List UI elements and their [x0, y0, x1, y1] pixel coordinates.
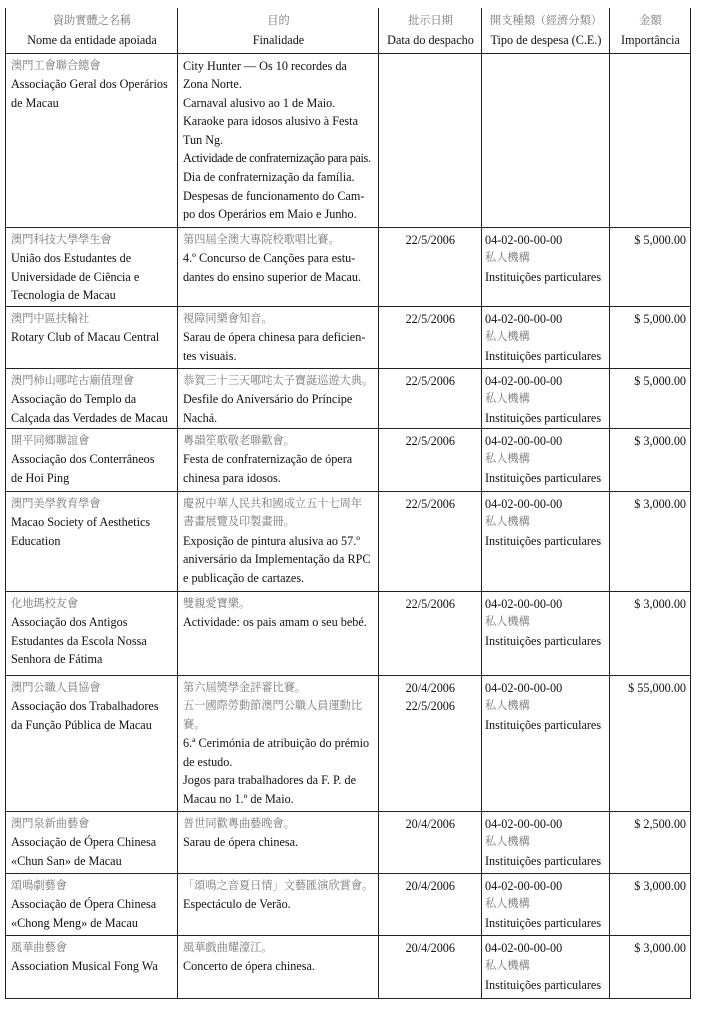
cell-amount [610, 935, 691, 998]
entity-line: Estudantes da Escola Nossa [11, 633, 147, 648]
type-line: 04-02-00-00-00 [485, 496, 563, 511]
type-line: 私人機構 [485, 959, 530, 973]
type-line: 04-02-00-00-00 [485, 816, 563, 831]
purpose-line: 五一國際勞動節澳門公職人員運動比 [183, 699, 363, 713]
purpose-line: 賽。 [183, 717, 206, 731]
cell-entity [6, 227, 178, 306]
column-header-type [482, 8, 610, 53]
purpose-line: Macau no 1.º de Maio. [183, 792, 294, 807]
date-line: 22/5/2006 [405, 373, 455, 388]
cell-entity [6, 873, 178, 935]
type-line: 私人機構 [485, 897, 530, 911]
entity-line: 頌鳴劇藝會 [11, 878, 67, 892]
cell-entity [6, 675, 178, 811]
cell-type [482, 368, 610, 428]
cell-date [379, 675, 482, 811]
entity-line: Associação dos Trabalhadores [11, 699, 159, 714]
date-line: 22/5/2006 [405, 311, 455, 326]
entity-line: Senhora de Fátima [11, 652, 103, 667]
entity-line: «Chong Meng» de Macau [11, 915, 138, 930]
table-row [6, 935, 691, 998]
cell-type [482, 306, 610, 368]
type-line: Instituições particulares [485, 915, 602, 930]
table-row [6, 368, 691, 428]
header-row [6, 8, 691, 53]
cell-type [482, 491, 610, 591]
type-line: 私人機構 [485, 515, 530, 529]
entity-line: 澳門公職人員協會 [11, 680, 101, 694]
entity-line: União dos Estudantes de [11, 251, 132, 266]
entity-line: Associação dos Antigos [11, 615, 128, 630]
column-header-entity [6, 8, 178, 53]
header-pt: Nome da entidade apoiada [27, 32, 157, 47]
type-line: Instituições particulares [485, 470, 602, 485]
table-row [6, 675, 691, 811]
amount-line: $ 3,000.00 [634, 433, 686, 448]
purpose-line: Actividade: os pais amam o seu bebé. [183, 615, 367, 630]
purpose-line: 書畫展覽及印製畫冊。 [183, 515, 295, 529]
entity-line: 澳門科技大學學生會 [11, 232, 112, 246]
cell-date [379, 53, 482, 227]
type-line: 04-02-00-00-00 [485, 878, 563, 893]
cell-amount [610, 368, 691, 428]
cell-amount [610, 306, 691, 368]
cell-purpose [178, 591, 379, 675]
purpose-line: 風華戲曲耀濠江。 [183, 940, 273, 954]
cell-type [482, 227, 610, 306]
purpose-line: Espectáculo de Verão. [183, 897, 291, 912]
type-line: 04-02-00-00-00 [485, 596, 563, 611]
cell-type [482, 591, 610, 675]
type-line: Instituições particulares [485, 977, 602, 992]
amount-line: $ 3,000.00 [634, 940, 686, 955]
cell-entity [6, 935, 178, 998]
cell-date [379, 811, 482, 873]
date-line: 20/4/2006 [405, 878, 455, 893]
entity-line: 澳門中區扶輪社 [11, 311, 90, 325]
type-line: Instituições particulares [485, 853, 602, 868]
purpose-line: Zona Norte. [183, 77, 242, 92]
column-header-amount [610, 8, 691, 53]
amount-line: $ 3,000.00 [634, 496, 686, 511]
date-line: 22/5/2006 [405, 433, 455, 448]
cell-amount [610, 873, 691, 935]
cell-purpose [178, 428, 379, 491]
type-line: 私人機構 [485, 251, 530, 265]
cell-purpose [178, 873, 379, 935]
amount-line: $ 55,000.00 [628, 680, 686, 695]
date-line: 22/5/2006 [405, 596, 455, 611]
purpose-line: Desfile do Aniversário do Príncipe [183, 392, 353, 407]
cell-date [379, 935, 482, 998]
purpose-line: Karaoke para idosos alusivo à Festa [183, 114, 358, 129]
type-line: 私人機構 [485, 835, 530, 849]
date-line: 20/4/2006 [405, 816, 455, 831]
purpose-line: 雙親愛寶樂。 [183, 596, 251, 610]
type-line: Instituições particulares [485, 348, 602, 363]
cell-amount [610, 227, 691, 306]
cell-purpose [178, 675, 379, 811]
column-header-date [379, 8, 482, 53]
entity-line: Macao Society of Aesthetics [11, 515, 151, 530]
entity-line: 澳門柿山哪咤古廟值理會 [11, 373, 135, 387]
purpose-line: Dia de confraternização da família. [183, 170, 355, 185]
type-line: 私人機構 [485, 452, 530, 466]
table-row [6, 491, 691, 591]
cell-date [379, 227, 482, 306]
entity-line: 化地瑪校友會 [11, 596, 79, 610]
purpose-line: Concerto de ópera chinesa. [183, 959, 315, 974]
cell-amount [610, 591, 691, 675]
type-line: 私人機構 [485, 330, 530, 344]
date-line: 22/5/2006 [405, 496, 455, 511]
purpose-line: Tun Ng. [183, 132, 224, 147]
header-zh: 資助實體之名稱 [52, 14, 132, 27]
entity-line: Associação do Templo da [11, 392, 137, 407]
table-row [6, 811, 691, 873]
cell-amount [610, 53, 691, 227]
cell-type [482, 53, 610, 227]
cell-date [379, 873, 482, 935]
table-row [6, 227, 691, 306]
purpose-line: 粵韻笙歌敬老聯歡會。 [183, 433, 295, 447]
cell-date [379, 491, 482, 591]
type-line: 私人機構 [485, 699, 530, 713]
entity-line: 澳門美學教育學會 [11, 496, 101, 510]
purpose-line: 第六屆獎學金評審比賽。 [183, 680, 307, 694]
amount-line: $ 5,000.00 [634, 232, 686, 247]
cell-type [482, 811, 610, 873]
table-row [6, 306, 691, 368]
purpose-line: 慶祝中華人民共和國成立五十七周年 [183, 496, 363, 510]
cell-entity [6, 428, 178, 491]
entity-line: 風華曲藝會 [11, 940, 67, 954]
cell-amount [610, 428, 691, 491]
entity-line: da Função Pública de Macau [11, 717, 152, 732]
entity-line: Tecnologia de Macau [11, 288, 116, 303]
table-row [6, 873, 691, 935]
cell-purpose [178, 811, 379, 873]
entity-line: Associação de Ópera Chinesa [11, 897, 157, 912]
purpose-line: City Hunter — Os 10 recordes da [183, 58, 347, 73]
type-line: 私人機構 [485, 392, 530, 406]
cell-purpose [178, 53, 379, 227]
purpose-line: e publicação de cartazes. [183, 570, 305, 585]
header-pt: Importância [621, 32, 680, 47]
purpose-line: aniversário da Implementação da RPC [183, 552, 371, 567]
table-row [6, 428, 691, 491]
header-pt: Finalidade [252, 32, 305, 47]
entity-line: Education [11, 533, 61, 548]
purpose-line: Festa de confraternização de ópera [183, 452, 353, 467]
cell-type [482, 935, 610, 998]
cell-type [482, 873, 610, 935]
header-zh: 批示日期 [408, 14, 453, 27]
entity-line: de Macau [11, 95, 59, 110]
type-line: Instituições particulares [485, 717, 602, 732]
type-line: Instituições particulares [485, 269, 602, 284]
type-line: Instituições particulares [485, 410, 602, 425]
entity-line: Associação de Ópera Chinesa [11, 835, 157, 850]
purpose-line: po dos Operários em Maio e Junho. [183, 207, 357, 222]
purpose-line: 「頌鳴之音夏日情」文藝匯演欣賞會。 [183, 878, 374, 892]
entity-line: 開平同鄉聯誼會 [11, 433, 90, 447]
purpose-line: de estudo. [183, 754, 233, 769]
cell-type [482, 675, 610, 811]
cell-entity [6, 811, 178, 873]
purpose-line: Carnaval alusivo ao 1 de Maio. [183, 95, 336, 110]
amount-line: $ 2,500.00 [634, 816, 686, 831]
entity-line: Association Musical Fong Wa [11, 959, 158, 974]
date-line: 20/4/2006 [405, 940, 455, 955]
type-line: 04-02-00-00-00 [485, 433, 563, 448]
purpose-line: Jogos para trabalhadores da F. P. de [183, 773, 356, 788]
purpose-line: 6.ª Cerimónia de atribuição do prémio [183, 736, 370, 751]
cell-purpose [178, 491, 379, 591]
cell-entity [6, 591, 178, 675]
purpose-line: 第四屆全澳大專院校歌唱比賽。 [183, 232, 340, 246]
header-zh: 目的 [267, 14, 290, 27]
amount-line: $ 3,000.00 [634, 596, 686, 611]
amount-line: $ 5,000.00 [634, 311, 686, 326]
header-pt: Data do despacho [387, 32, 474, 47]
purpose-line: Actividade de confraternização para pais. [183, 151, 371, 166]
cell-purpose [178, 935, 379, 998]
cell-entity [6, 491, 178, 591]
purpose-line: Despesas de funcionamento do Cam- [183, 188, 365, 203]
amount-line: $ 3,000.00 [634, 878, 686, 893]
header-zh: 開支種類（經濟分類） [490, 14, 602, 27]
cell-date [379, 306, 482, 368]
date-line: 22/5/2006 [405, 699, 455, 714]
type-line: 04-02-00-00-00 [485, 680, 563, 695]
purpose-line: Sarau de ópera chinesa. [183, 835, 299, 850]
purpose-line: 4.º Concurso de Canções para estu- [183, 251, 356, 266]
purpose-line: dantes do ensino superior de Macau. [183, 269, 362, 284]
purpose-line: 恭賀三十三天哪咤太子寶誕巡遊大典。 [183, 373, 374, 387]
header-pt: Tipo de despesa (C.E.) [490, 32, 602, 47]
date-line: 20/4/2006 [405, 680, 455, 695]
entity-line: 澳門工會聯合總會 [11, 58, 101, 72]
entity-line: Calçada das Verdades de Macau [11, 410, 168, 425]
purpose-line: 視障同樂會知音。 [183, 311, 273, 325]
cell-date [379, 428, 482, 491]
purpose-line: Sarau de ópera chinesa para deficien- [183, 330, 366, 345]
cell-purpose [178, 227, 379, 306]
cell-entity [6, 53, 178, 227]
subsidy-table [5, 8, 691, 999]
table-row [6, 591, 691, 675]
purpose-line: 普世同歡粵曲藝晚會。 [183, 816, 295, 830]
cell-amount [610, 675, 691, 811]
purpose-line: chinesa para idosos. [183, 470, 281, 485]
type-line: Instituições particulares [485, 633, 602, 648]
entity-line: Universidade de Ciência e [11, 269, 140, 284]
cell-amount [610, 811, 691, 873]
cell-entity [6, 306, 178, 368]
entity-line: de Hoi Ping [11, 470, 70, 485]
entity-line: Associação dos Conterrâneos [11, 452, 155, 467]
date-line: 22/5/2006 [405, 232, 455, 247]
header-zh: 金額 [639, 14, 662, 27]
type-line: 04-02-00-00-00 [485, 373, 563, 388]
entity-line: «Chun San» de Macau [11, 853, 122, 868]
type-line: Instituições particulares [485, 533, 602, 548]
type-line: 04-02-00-00-00 [485, 232, 563, 247]
purpose-line: tes visuais. [183, 348, 237, 363]
cell-date [379, 368, 482, 428]
cell-purpose [178, 368, 379, 428]
type-line: 04-02-00-00-00 [485, 940, 563, 955]
purpose-line: Nachá. [183, 410, 218, 425]
amount-line: $ 5,000.00 [634, 373, 686, 388]
cell-purpose [178, 306, 379, 368]
column-header-purpose [178, 8, 379, 53]
entity-line: Associação Geral dos Operários [11, 77, 168, 92]
entity-line: 澳門泉新曲藝會 [11, 816, 90, 830]
table-row [6, 53, 691, 227]
purpose-line: Exposição de pintura alusiva ao 57.º [183, 533, 361, 548]
cell-entity [6, 368, 178, 428]
cell-amount [610, 491, 691, 591]
type-line: 04-02-00-00-00 [485, 311, 563, 326]
type-line: 私人機構 [485, 615, 530, 629]
entity-line: Rotary Club of Macau Central [11, 330, 160, 345]
cell-date [379, 591, 482, 675]
cell-type [482, 428, 610, 491]
